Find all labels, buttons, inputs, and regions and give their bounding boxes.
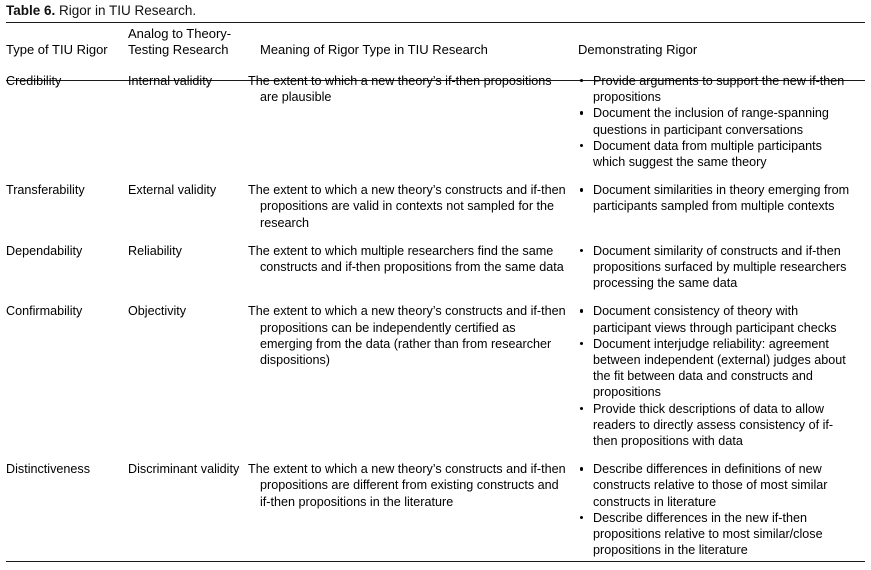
caption-text: Rigor in TIU Research. xyxy=(55,3,197,18)
list-item-label: Document similarity of constructs and if-then propositions surfaced by multiple researchers processing the same data xyxy=(593,243,847,291)
list-item xyxy=(578,73,855,105)
cell-meaning: The extent to which a new theory’s constructs and if-then propositions can be independently certified as emerging from the data (rather than from researcher dispositions) xyxy=(248,304,566,368)
cell-analog: Internal validity xyxy=(128,74,212,88)
table-row xyxy=(6,237,865,298)
cell-demonstrating xyxy=(578,297,865,455)
column-header-analog-line2: Testing Research xyxy=(128,42,229,57)
list-item-label: Provide thick descriptions of data to allow readers to directly assess consistency of if-then propositions with data xyxy=(593,401,834,449)
demonstrating-list xyxy=(578,73,855,170)
demonstrating-list xyxy=(578,461,855,558)
bullet-icon xyxy=(580,188,583,191)
bullet-icon xyxy=(580,516,583,519)
demonstrating-list xyxy=(578,303,855,449)
list-item xyxy=(578,510,855,559)
cell-meaning: The extent to which multiple researchers find the same constructs and if-then propositions from the same data xyxy=(248,243,564,275)
cell-demonstrating xyxy=(578,455,865,564)
demonstrating-list xyxy=(578,243,855,292)
bullet-icon xyxy=(580,342,583,345)
list-item xyxy=(578,138,855,170)
column-header-analog-line1: Analog to Theory- xyxy=(128,26,232,41)
list-item-label: Describe differences in the new if-then propositions relative to most similar/close propositions in the literature xyxy=(593,510,823,558)
cell-rigor-type: Confirmability xyxy=(6,304,83,319)
bullet-icon xyxy=(580,407,583,410)
cell-rigor-type: Dependability xyxy=(6,243,83,258)
cell-demonstrating xyxy=(578,176,865,237)
table-row xyxy=(6,66,865,176)
list-item xyxy=(578,243,855,292)
cell-analog: Reliability xyxy=(128,243,182,258)
list-item xyxy=(578,105,855,137)
list-item-label: Provide arguments to support the new if-then propositions xyxy=(593,74,845,105)
table-row xyxy=(6,455,865,564)
header-row xyxy=(6,26,865,66)
cell-analog: Objectivity xyxy=(128,304,187,319)
column-header-demonstrating: Demonstrating Rigor xyxy=(578,42,698,57)
cell-rigor-type: Transferability xyxy=(6,183,85,198)
caption-label: Table 6. xyxy=(6,3,56,18)
cell-meaning: The extent to which a new theory’s if-then propositions are plausible xyxy=(248,74,552,105)
bullet-icon xyxy=(580,249,583,252)
demonstrating-list xyxy=(578,182,855,214)
table-body xyxy=(6,66,865,564)
table-row xyxy=(6,297,865,455)
bullet-icon xyxy=(580,79,583,82)
bullet-icon xyxy=(580,111,583,114)
list-item-label: Document data from multiple participants which suggest the same theory xyxy=(593,138,822,170)
list-item-label: Document consistency of theory with participant views through participant checks xyxy=(593,304,837,335)
list-item-label: Document interjudge reliability: agreement between independent (external) judges about the fit between data and constructs and propositions xyxy=(593,336,846,400)
table-caption xyxy=(6,2,196,19)
cell-rigor-type: Credibility xyxy=(6,74,62,88)
bullet-icon xyxy=(580,144,583,147)
cell-rigor-type: Distinctiveness xyxy=(6,462,90,477)
cell-demonstrating xyxy=(578,237,865,298)
cell-meaning: The extent to which a new theory’s constructs and if-then propositions are valid in contexts not sampled for the research xyxy=(248,183,566,230)
table-row xyxy=(6,176,865,237)
list-item-label: Describe differences in definitions of new constructs relative to those of most similar constructs in literature xyxy=(593,462,828,509)
table-header xyxy=(6,26,865,66)
column-header-type: Type of TIU Rigor xyxy=(6,42,108,57)
list-item-label: Document similarities in theory emerging from participants sampled from multiple contexts xyxy=(593,183,850,214)
rule-top xyxy=(6,22,865,23)
list-item-label: Document the inclusion of range-spanning questions in participant conversations xyxy=(593,106,829,137)
bullet-icon xyxy=(580,309,583,312)
column-header-meaning: Meaning of Rigor Type in TIU Research xyxy=(260,42,488,57)
list-item xyxy=(578,461,855,510)
rigor-table xyxy=(6,26,865,564)
list-item xyxy=(578,336,855,401)
cell-demonstrating xyxy=(578,66,865,176)
column-header-analog xyxy=(128,26,260,66)
list-item xyxy=(578,401,855,450)
cell-analog: External validity xyxy=(128,183,217,198)
list-item xyxy=(578,182,855,214)
cell-meaning: The extent to which a new theory’s constructs and if-then propositions are different from existing constructs and if-then propositions in the literature xyxy=(248,462,566,509)
bullet-icon xyxy=(580,467,583,470)
list-item xyxy=(578,303,855,335)
cell-analog: Discriminant validity xyxy=(128,462,240,477)
